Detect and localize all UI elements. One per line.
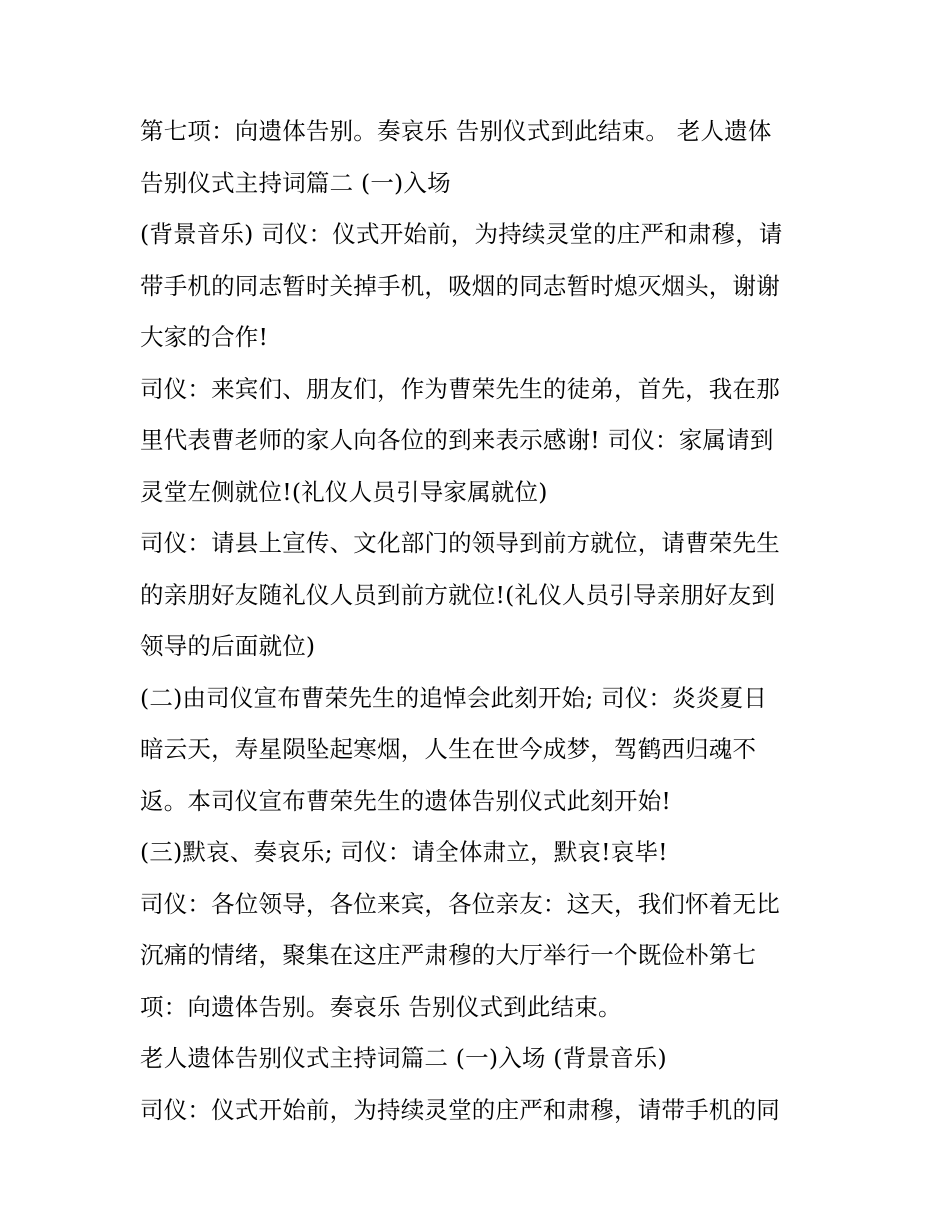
text-line: 返。本司仪宣布曹荣先生的遗体告别仪式此刻开始! (140, 786, 672, 815)
text-line: 灵堂左侧就位!(礼仪人员引导家属就位) (140, 477, 548, 506)
text-line: 司仪：来宾们、朋友们，作为曹荣先生的徒弟，首先，我在那 (140, 374, 780, 403)
text-line: 大家的合作! (140, 323, 269, 351)
text-line: (二)由司仪宣布曹荣先生的追悼会此刻开始; 司仪：炎炎夏日 (140, 683, 768, 712)
text-line: 司仪：请县上宣传、文化部门的领导到前方就位，请曹荣先生 (140, 529, 780, 557)
text-line: (三)默哀、奏哀乐; 司仪：请全体肃立，默哀!哀毕! (140, 838, 668, 866)
text-line: 老人遗体告别仪式主持词篇二 (一)入场 (背景音乐) (140, 1044, 667, 1072)
text-line: 司仪：各位领导，各位来宾，各位亲友：这天，我们怀着无比 (140, 889, 780, 918)
text-line: 第七项：向遗体告别。奏哀乐 告别仪式到此结束。 老人遗体 (140, 117, 772, 145)
text-line: 告别仪式主持词篇二 (一)入场 (140, 168, 451, 197)
text-line: 的亲朋好友随礼仪人员到前方就位!(礼仪人员引导亲朋好友到 (140, 580, 776, 609)
text-line: 沉痛的情绪，聚集在这庄严肃穆的大厅举行一个既俭朴第七 (140, 941, 757, 969)
text-line: 暗云天，寿星陨坠起寒烟，人生在世今成梦，驾鹤西归魂不 (140, 735, 757, 763)
text-line: 项：向遗体告别。奏哀乐 告别仪式到此结束。 (140, 992, 622, 1021)
text-line: 司仪：仪式开始前，为持续灵堂的庄严和肃穆，请带手机的同 (140, 1095, 780, 1124)
text-line: 带手机的同志暂时关掉手机，吸烟的同志暂时熄灭烟头，谢谢 (140, 271, 780, 300)
text-line: (背景音乐) 司仪：仪式开始前，为持续灵堂的庄严和肃穆，请 (140, 220, 783, 248)
document-body (140, 106, 820, 1136)
text-line: 里代表曹老师的家人向各位的到来表示感谢! 司仪：家属请到 (140, 426, 774, 454)
text-line: 领导的后面就位) (140, 632, 316, 660)
